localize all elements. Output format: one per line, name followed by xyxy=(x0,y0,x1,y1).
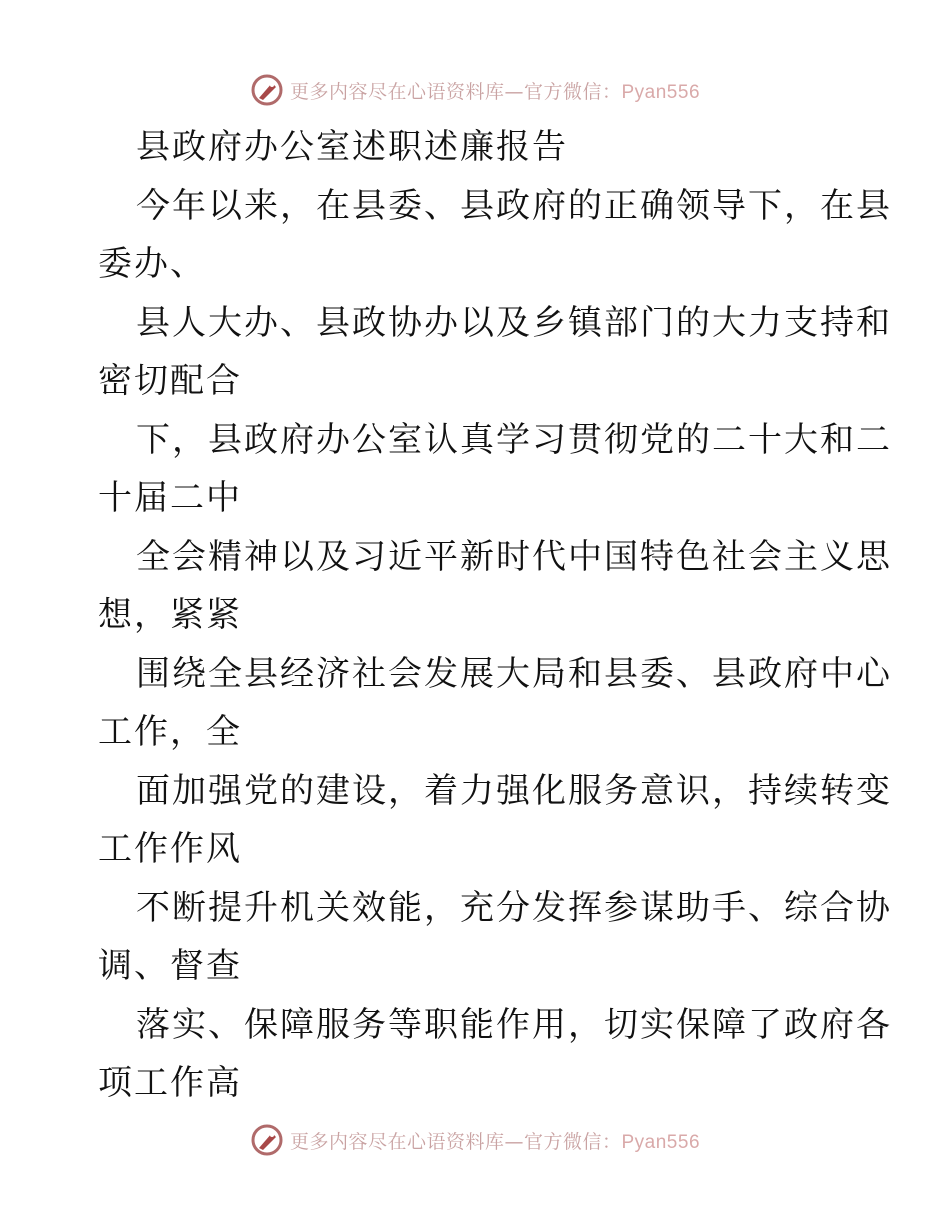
text-line: 调、督查 xyxy=(98,946,242,986)
watermark-brand: 更多内容尽在心语资料库 xyxy=(289,1130,505,1153)
watermark-brand: 更多内容尽在心语资料库 xyxy=(289,80,505,103)
watermark-text xyxy=(290,1127,700,1154)
text-line: 县人大办、县政协办以及乡镇部门的大力支持和 xyxy=(136,302,892,343)
watermark-contact-id: Pyan556 xyxy=(621,81,701,103)
text-line: 今年以来，在县委、县政府的正确领导下，在县 xyxy=(136,185,892,226)
text-line: 十届二中 xyxy=(98,478,242,518)
text-line: 委办、 xyxy=(98,244,206,284)
text-line: 想，紧紧 xyxy=(98,595,242,635)
watermark-contact-label: 官方微信： xyxy=(523,1130,622,1153)
watermark-separator: — xyxy=(504,80,524,103)
text-line: 工作作风 xyxy=(98,829,242,869)
document-body xyxy=(98,118,892,1113)
watermark-contact-label: 官方微信： xyxy=(523,80,622,103)
text-line: 密切配合 xyxy=(98,361,242,401)
pen-nib-logo-icon xyxy=(250,73,284,107)
watermark-separator: — xyxy=(504,1130,524,1153)
text-line: 面加强党的建设，着力强化服务意识，持续转变 xyxy=(136,770,892,811)
text-line: 全会精神以及习近平新时代中国特色社会主义思 xyxy=(136,536,892,577)
text-line: 工作，全 xyxy=(98,712,242,752)
text-line: 下，县政府办公室认真学习贯彻党的二十大和二 xyxy=(136,419,892,460)
header-watermark xyxy=(0,70,950,110)
footer-watermark xyxy=(0,1120,950,1160)
text-line: 围绕全县经济社会发展大局和县委、县政府中心 xyxy=(136,653,892,694)
document-title: 县政府办公室述职述廉报告 xyxy=(136,127,568,167)
pen-nib-logo-icon xyxy=(250,1123,284,1157)
text-line: 不断提升机关效能，充分发挥参谋助手、综合协 xyxy=(136,887,892,928)
watermark-contact-id: Pyan556 xyxy=(621,1131,701,1153)
text-line: 项工作高 xyxy=(98,1063,242,1103)
watermark-text xyxy=(290,77,700,104)
text-line: 落实、保障服务等职能作用，切实保障了政府各 xyxy=(136,1004,892,1045)
